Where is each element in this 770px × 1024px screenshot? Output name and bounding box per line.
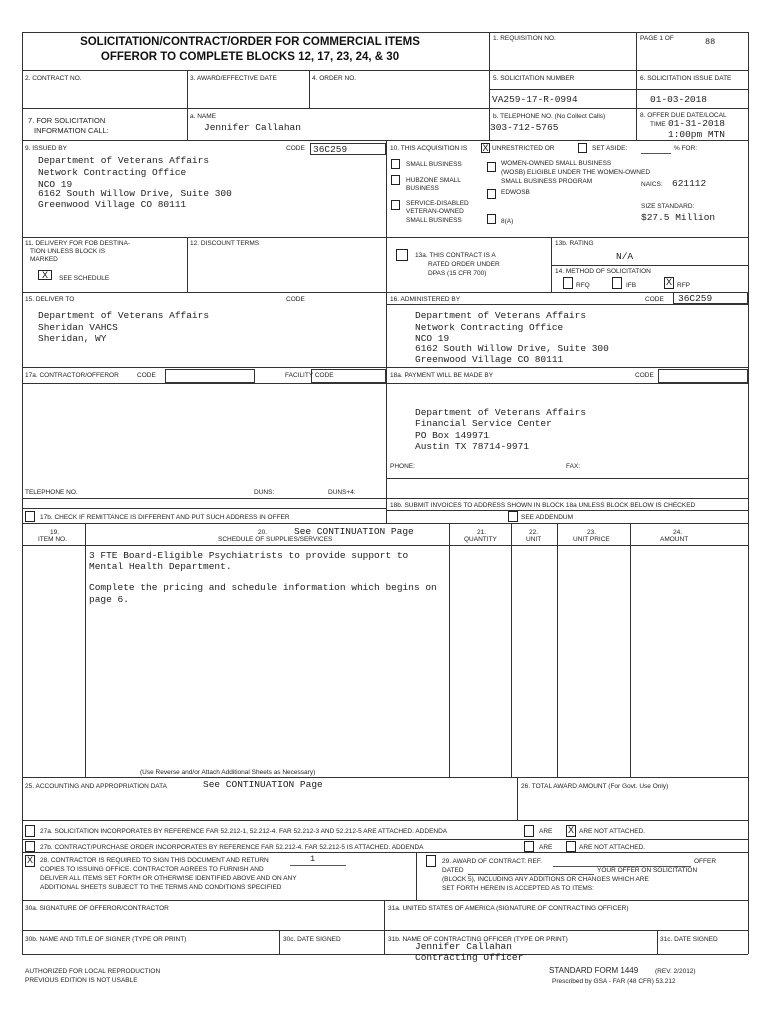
schedule-line-2: Mental Health Department. (89, 561, 232, 572)
31b-label: 31b. NAME OF CONTRACTING OFFICER (TYPE OR PRINT) (388, 936, 568, 943)
27a-are-label: ARE (539, 828, 553, 835)
contractor-code-box[interactable] (165, 369, 255, 383)
contractor-code-label: CODE (137, 372, 156, 379)
rated-order-label-1: 13a. THIS CONTRACT IS A (415, 252, 496, 259)
name-label: a. NAME (190, 113, 217, 120)
total-award-label: 26. TOTAL AWARD AMOUNT (For Govt. Use Only) (521, 783, 669, 790)
award-date-label: 3. AWARD/EFFECTIVE DATE (190, 75, 277, 82)
see-schedule-label: SEE SCHEDULE (59, 275, 110, 282)
wosb-label-1: WOMEN-OWNED SMALL BUSINESS (501, 160, 612, 167)
remittance-label: 17b. CHECK IF REMITTANCE IS DIFFERENT AND PUT SUCH ADDRESS IN OFFER (40, 514, 290, 521)
footer-revision: (REV. 2/2012) (655, 968, 696, 975)
administered-by-address-2: Network Contracting Office (415, 322, 564, 333)
size-standard-label: SIZE STANDARD: (641, 203, 695, 210)
unrestricted-checkbox[interactable]: X (482, 143, 489, 153)
30a-label: 30a. SIGNATURE OF OFFEROR/CONTRACTOR (25, 905, 169, 912)
small-business-checkbox[interactable] (391, 159, 400, 169)
eight-a-label: 8(A) (501, 218, 514, 225)
set-aside-checkbox[interactable] (578, 143, 587, 153)
27b-are-not-label: ARE NOT ATTACHED. (579, 844, 646, 851)
sdvosb-checkbox[interactable] (391, 200, 400, 210)
rfq-checkbox[interactable] (563, 277, 573, 289)
28-checkbox[interactable]: X (26, 855, 33, 865)
wosb-checkbox[interactable] (487, 162, 496, 172)
rating-value[interactable]: N/A (616, 251, 634, 262)
ifb-checkbox[interactable] (612, 277, 622, 289)
edwosb-label: EDWOSB (501, 189, 530, 196)
issued-by-code: 36C259 (313, 144, 348, 155)
31a-label: 31a. UNITED STATES OF AMERICA (SIGNATURE OF CONTRACTING OFFICER) (388, 905, 629, 912)
28-copies[interactable]: 1 (310, 854, 316, 864)
27a-are-not-label: ARE NOT ATTACHED. (579, 828, 646, 835)
see-schedule-checkbox[interactable]: X (38, 270, 52, 280)
col-quantity-1: 21. (477, 529, 487, 536)
rating-label: 13b. RATING (555, 240, 594, 247)
due-date[interactable]: 01-31-2018 (668, 118, 726, 129)
payment-address-4: Austin TX 78714-9971 (415, 441, 530, 452)
set-aside-for-label: % FOR: (674, 145, 698, 152)
wosb-label-3: SMALL BUSINESS PROGRAM (501, 178, 593, 185)
administered-by-address-5: Greenwood Village CO 80111 (415, 354, 564, 365)
27b-label: 27b. CONTRACT/PURCHASE ORDER INCORPORATES BY REFERENCE FAR 52.212-4. FAR 52.212-5 IS ATTACHED. ADDENDA (40, 844, 424, 851)
col-supplies-value: See CONTINUATION Page (294, 526, 414, 537)
method-label: 14. METHOD OF SOLICITATION (555, 268, 651, 275)
contact-name[interactable]: Jennifer Callahan (204, 122, 301, 133)
schedule-line-1: 3 FTE Board-Eligible Psychiatrists to provide support to (89, 550, 409, 561)
payment-phone-label: PHONE: (390, 463, 415, 470)
issued-by-address-1: Department of Veterans Affairs (38, 155, 210, 166)
issued-by-label: 9. ISSUED BY (25, 145, 67, 152)
payment-label: 18a. PAYMENT WILL BE MADE BY (390, 372, 494, 379)
due-time[interactable]: 1:00pm MTN (668, 129, 726, 140)
deliver-to-label: 15. DELIVER TO (25, 296, 75, 303)
issued-by-address-3: NCO 19 (38, 179, 73, 190)
form-title-line1: SOLICITATION/CONTRACT/ORDER FOR COMMERCIAL ITEMS (80, 36, 420, 48)
issued-by-code-label: CODE (286, 145, 305, 152)
facility-code-label: FACILITY CODE (285, 372, 334, 379)
set-aside-label: SET ASIDE: (592, 145, 628, 152)
29-line-2b: YOUR OFFER ON SOLICITATION (597, 867, 698, 874)
schedule-line-4: Complete the pricing and schedule information which begins on (89, 582, 437, 593)
wosb-label-2: (WOSB) ELIGIBLE UNDER THE WOMEN-OWNED (501, 169, 651, 176)
col-item-no-2: ITEM NO. (38, 536, 67, 543)
footer-prescribed: Prescribed by GSA - FAR (48 CFR) 53.212 (552, 978, 676, 985)
col-unit-price-1: 23. (587, 529, 597, 536)
28-line-1: 28. CONTRACTOR IS REQUIRED TO SIGN THIS DOCUMENT AND RETURN (40, 857, 269, 864)
col-amount-1: 24. (673, 529, 683, 536)
rated-order-label-2: RATED ORDER UNDER (428, 261, 500, 268)
page-total: 88 (705, 37, 716, 47)
info-call-label-2: INFORMATION CALL: (34, 126, 109, 135)
contact-phone[interactable]: 303-712-5765 (490, 122, 559, 133)
27b-are-not-checkbox[interactable] (566, 841, 576, 852)
deliver-to-code-label: CODE (286, 296, 305, 303)
phone-label: b. TELEPHONE NO. (No Collect Calls) (493, 113, 606, 120)
footer-form-name: STANDARD FORM 1449 (549, 966, 639, 975)
payment-code-label: CODE (635, 372, 654, 379)
col-amount-2: AMOUNT (660, 536, 689, 543)
31c-label: 31c. DATE SIGNED (660, 936, 718, 943)
deliver-to-address-3: Sheridan, WY (38, 333, 107, 344)
issue-date[interactable]: 01-03-2018 (650, 94, 708, 105)
addendum-checkbox[interactable] (508, 511, 518, 522)
solicitation-no-label: 5. SOLICITATION NUMBER (493, 75, 575, 82)
col-item-no-1: 19. (50, 529, 60, 536)
footer-previous-edition: PREVIOUS EDITION IS NOT USABLE (25, 977, 138, 984)
payment-address-1: Department of Veterans Affairs (415, 407, 587, 418)
ifb-label: IFB (626, 282, 637, 289)
issued-by-address-4: 6162 South Willow Drive, Suite 300 (38, 188, 232, 199)
administered-by-address-3: NCO 19 (415, 333, 450, 344)
issue-date-label: 6. SOLICITATION ISSUE DATE (640, 75, 732, 82)
addendum-label: SEE ADDENDUM (521, 514, 574, 521)
29-line-1: 29. AWARD OF CONTRACT: REF. (442, 858, 542, 865)
sdvosb-label-2: VETERAN-OWNED (406, 208, 464, 215)
hubzone-label-1: HUBZONE SMALL (406, 177, 461, 184)
27b-are-checkbox[interactable] (524, 841, 534, 852)
hubzone-label-2: BUSINESS (406, 185, 439, 192)
remittance-checkbox[interactable] (25, 511, 35, 522)
delivery-label-2: TION UNLESS BLOCK IS (30, 248, 106, 255)
due-time-label: TIME (650, 121, 666, 128)
small-business-label: SMALL BUSINESS (406, 161, 462, 168)
27a-label: 27a. SOLICITATION INCORPORATES BY REFERENCE FAR 52.212-1, 52.212-4. FAR 52.212-3 AND 52.212-5 ARE ATTACHED. ADDENDA (40, 828, 448, 835)
contract-no-label: 2. CONTRACT NO. (25, 75, 82, 82)
contractor-label: 17a. CONTRACTOR/OFFEROR (25, 372, 119, 379)
solicitation-no[interactable]: VA259-17-R-0994 (492, 94, 578, 105)
duns-label: DUNS: (254, 489, 275, 496)
30c-label: 30c. DATE SIGNED (283, 936, 341, 943)
sdvosb-label-1: SERVICE-DISABLED (406, 200, 469, 207)
31b-name[interactable]: Jennifer Callahan (415, 941, 512, 952)
page-label: PAGE 1 OF (640, 35, 674, 42)
27b-are-label: ARE (539, 844, 553, 851)
col-unit-1: 22. (529, 529, 539, 536)
col-unit-2: UNIT (526, 536, 542, 543)
sdvosb-label-3: SMALL BUSINESS (406, 217, 462, 224)
28-line-2: COPIES TO ISSUING OFFICE. CONTRACTOR AGREES TO FURNISH AND (40, 866, 264, 873)
28-line-4: ADDITIONAL SHEETS SUBJECT TO THE TERMS AND CONDITIONS SPECIFIED (40, 884, 282, 891)
col-supplies-2: SCHEDULE OF SUPPLIES/SERVICES (218, 536, 333, 543)
reverse-note: (Use Reverse and/or Attach Additional Sheets as Necessary) (140, 769, 316, 776)
27a-are-not-checkbox[interactable]: X (567, 825, 574, 835)
hubzone-checkbox[interactable] (391, 175, 400, 185)
payment-address-3: PO Box 149971 (415, 430, 490, 441)
accounting-value[interactable]: See CONTINUATION Page (203, 779, 323, 790)
deliver-to-address-2: Sheridan VAHCS (38, 322, 118, 333)
eight-a-checkbox[interactable] (487, 214, 496, 224)
27a-are-checkbox[interactable] (524, 825, 534, 837)
due-date-label: 8. OFFER DUE DATE/LOCAL (640, 112, 727, 119)
deliver-to-address-1: Department of Veterans Affairs (38, 310, 210, 321)
rated-order-checkbox[interactable] (396, 249, 408, 261)
issued-by-address-2: Network Contracting Office (38, 167, 187, 178)
rfq-label: RFQ (576, 282, 590, 289)
delivery-label-3: MARKED (30, 256, 58, 263)
naics-label: NAICS: (641, 181, 663, 188)
29-line-3: (BLOCK 5), INCLUDING ANY ADDITIONS OR CHANGES WHICH ARE (442, 876, 649, 883)
order-no-label: 4. ORDER NO. (312, 75, 357, 82)
facility-code-box[interactable] (311, 369, 386, 383)
footer-reproduction: AUTHORIZED FOR LOCAL REPRODUCTION (25, 968, 161, 975)
acquisition-label: 10. THIS ACQUISITION IS (390, 145, 468, 152)
administered-by-code-label: CODE (645, 296, 664, 303)
telephone-label: TELEPHONE NO. (25, 489, 78, 496)
info-call-label-1: 7. FOR SOLICITATION (28, 116, 106, 125)
payment-code-box[interactable] (658, 369, 748, 383)
rfp-label: RFP (677, 282, 690, 289)
discount-terms-label: 12. DISCOUNT TERMS (190, 240, 260, 247)
administered-by-address-4: 6162 South Willow Drive, Suite 300 (415, 343, 609, 354)
form-title-line2: OFFEROR TO COMPLETE BLOCKS 12, 17, 23, 24, & 30 (100, 51, 400, 63)
administered-by-code: 36C259 (678, 293, 713, 304)
rfp-checkbox[interactable]: X (665, 277, 672, 287)
administered-by-address-1: Department of Veterans Affairs (415, 310, 587, 321)
accounting-label: 25. ACCOUNTING AND APPROPRIATION DATA (25, 783, 167, 790)
rated-order-label-3: DPAS (15 CFR 700) (428, 270, 487, 277)
29-offer: OFFER (694, 858, 717, 865)
27b-checkbox[interactable] (25, 841, 35, 852)
col-supplies-1: 20. (258, 529, 268, 536)
27a-checkbox[interactable] (25, 825, 35, 837)
28-line-3: DELIVER ALL ITEMS SET FORTH OR OTHERWISE IDENTIFIED ABOVE AND ON ANY (40, 875, 297, 882)
size-standard-value[interactable]: $27.5 Million (641, 212, 716, 223)
delivery-label-1: 11. DELIVERY FOR FOB DESTINA- (25, 240, 131, 247)
schedule-line-5: page 6. (89, 594, 129, 605)
31b-title[interactable]: Contracting Officer (415, 952, 524, 963)
duns4-label: DUNS+4: (328, 489, 356, 496)
unrestricted-label: UNRESTRICTED OR (492, 145, 555, 152)
30b-label: 30b. NAME AND TITLE OF SIGNER (TYPE OR PRINT) (25, 936, 187, 943)
29-checkbox[interactable] (426, 855, 436, 867)
submit-invoices-label: 18b. SUBMIT INVOICES TO ADDRESS SHOWN IN BLOCK 18a UNLESS BLOCK BELOW IS CHECKED (390, 502, 696, 509)
payment-fax-label: FAX: (566, 463, 581, 470)
administered-by-label: 16. ADMINISTERED BY (390, 296, 461, 303)
edwosb-checkbox[interactable] (487, 189, 496, 199)
29-line-2a: DATED (442, 867, 464, 874)
29-line-4: SET FORTH HEREIN IS ACCEPTED AS TO ITEMS: (442, 885, 594, 892)
naics-value[interactable]: 621112 (672, 178, 707, 189)
payment-address-2: Financial Service Center (415, 418, 552, 429)
col-quantity-2: QUANTITY (464, 536, 497, 543)
col-unit-price-2: UNIT PRICE (573, 536, 610, 543)
requisition-label: 1. REQUISITION NO. (493, 35, 556, 42)
issued-by-address-5: Greenwood Village CO 80111 (38, 199, 187, 210)
